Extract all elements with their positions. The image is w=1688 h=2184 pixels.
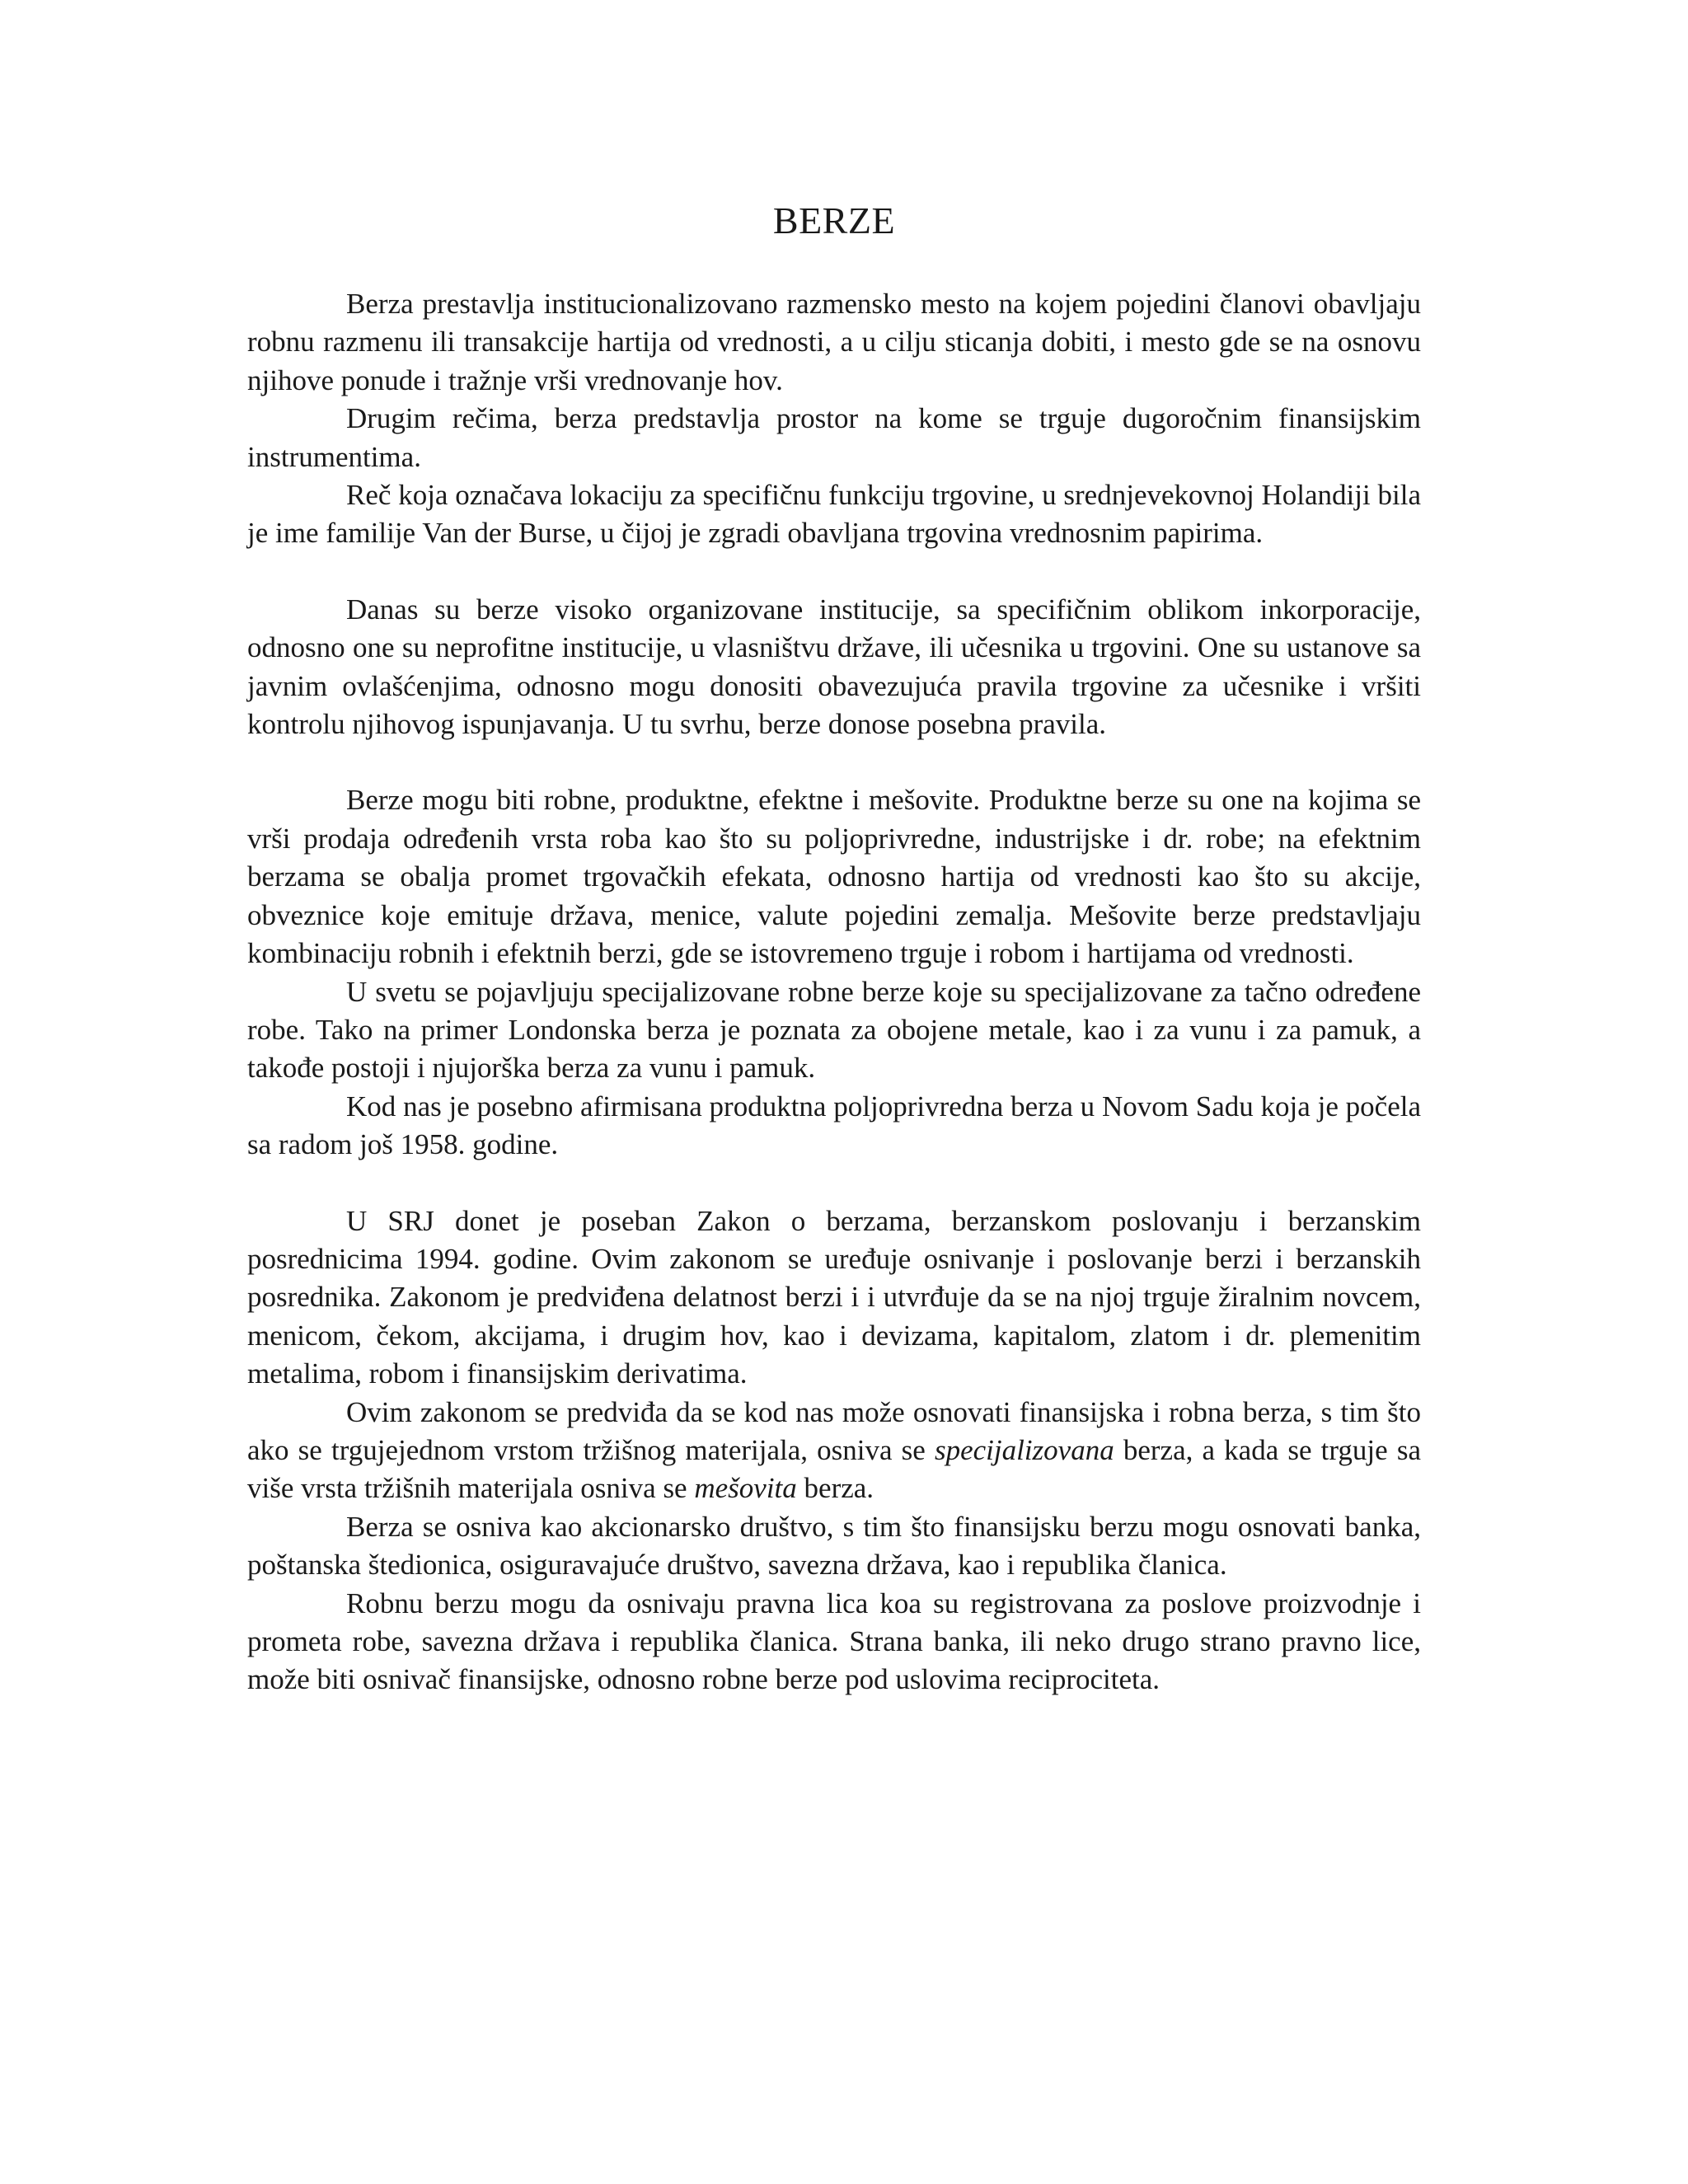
paragraph-founding: Berza se osniva kao akcionarsko društvo, s tim što finansijsku berzu mogu osnovati banka, poštanska štedionica, osiguravajuće društvo, savezna država, kao i republika članica. xyxy=(247,1510,1421,1582)
text-segment: Ovim zakonom se predviđa da se kod nas može osnovati finansijska i robna berza, s tim što ako se trgujejednom vrstom tržišnog materijala, osniva se xyxy=(247,1395,1421,1466)
paragraph-srj-law: U SRJ donet je poseban Zakon o berzama, berzanskom poslovanju i berzanskim posrednicima 1994. godine. Ovim zakonom se uređuje osnivanje i poslovanje berzi i berzanskih posrednika. Zakonom je predviđena delatnost berzi i i utvrđuje da se na njoj trguje žiralnim novcem, menicom, čekom, akcijama, i drugim hov, kao i devizama, kapitalom, zlatom i dr. plemenitim metalima, robom i finansijskim derivatima. xyxy=(247,1204,1421,1390)
document-title: BERZE xyxy=(772,199,896,241)
paragraph-novi-sad: Kod nas je posebno afirmisana produktna poljoprivredna berza u Novom Sadu koja je počela sa radom još 1958. godine. xyxy=(247,1090,1421,1161)
document-page xyxy=(247,198,1421,1699)
paragraph-specialized-world: U svetu se pojavljuju specijalizovane robne berze koje su specijalizovane za tačno određene robe. Tako na primer Londonska berza je poznata za obojene metale, kao i za vunu i za pamuk, a takođe postoji i njujorška berza za vunu i pamuk. xyxy=(247,975,1421,1085)
paragraph-law-provisions xyxy=(247,1394,1421,1508)
italic-term-mixed: mešovita xyxy=(694,1472,797,1505)
paragraph-today: Danas su berze visoko organizovane institucije, sa specifičnim oblikom inkorporacije, odnosno one su neprofitne institucije, u vlasništvu države, ili učesnika u trgovini. One su ustanove sa javnim ovlašćenjima, odnosno mogu donositi obavezujuća pravila trgovine za učesnike i vršiti kontrolu njihovog ispunjavanja. U tu svrhu, berze donose posebna pravila. xyxy=(247,593,1421,741)
text-segment: berza. xyxy=(796,1472,874,1505)
paragraph-commodity-founders: Robnu berzu mogu da osnivaju pravna lica koa su registrovana za poslove proizvodnje i prometa robe, savezna država i republika članica. Strana banka, ili neko drugo strano pravno lice, može biti osnivač finansijske, odnosno robne berze pod uslovima reciprociteta. xyxy=(247,1586,1421,1696)
italic-term-specialized: specijalizovana xyxy=(934,1433,1114,1466)
text-segment: berza, a kada se trguje sa više vrsta tržišnih materijala osniva se xyxy=(247,1433,1421,1505)
paragraph-other-words: Drugim rečima, berza predstavlja prostor na kome se trguje dugoročnim finansijskim instrumentima. xyxy=(247,402,1421,473)
paragraph-etymology: Reč koja označava lokaciju za specifičnu funkciju trgovine, u srednjevekovnoj Holandiji bila je ime familije Van der Burse, u čijoj je zgradi obavljana trgovina vrednosnim papirima. xyxy=(247,479,1421,550)
paragraph-definition: Berza prestavlja institucionalizovano razmensko mesto na kojem pojedini članovi obavljaju robnu razmenu ili transakcije hartija od vrednosti, a u cilju sticanja dobiti, i mesto gde se na osnovu njihove ponude i tražnje vrši vrednovanje hov. xyxy=(247,288,1421,396)
paragraph-types: Berze mogu biti robne, produktne, efektne i mešovite. Produktne berze su one na kojima se vrši prodaja određenih vrsta roba kao što su poljoprivredne, industrijske i dr. robe; na efektnim berzama se obalja promet trgovačkih efekata, odnosno hartija od vrednosti kao što su akcije, obveznice koje emituje država, menice, valute pojedini zemalja. Mešovite berze predstavljaju kombinaciju robnih i efektnih berzi, gde se istovremeno trguje i robom i hartijama od vrednosti. xyxy=(247,784,1421,970)
